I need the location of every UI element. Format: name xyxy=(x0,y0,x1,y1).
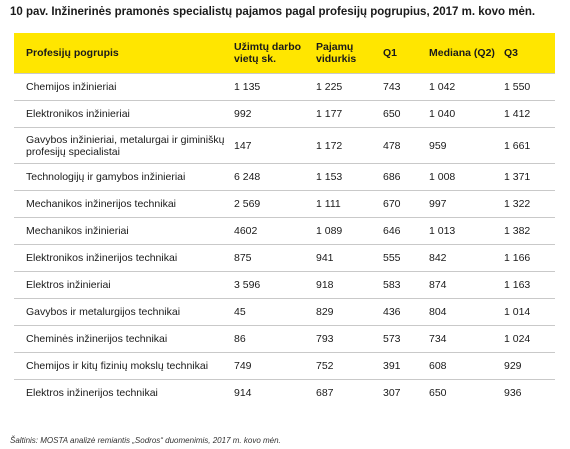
value-cell: 650 xyxy=(425,380,500,407)
value-cell: 436 xyxy=(379,299,425,326)
figure-title: 10 pav. Inžinerinės pramonės specialistų pajamos pagal profesijų pogrupius, 2017 m. kovo mėn. xyxy=(10,6,536,18)
value-cell: 992 xyxy=(230,101,312,128)
table-row xyxy=(14,245,555,272)
value-cell: 929 xyxy=(500,353,555,380)
value-cell: 555 xyxy=(379,245,425,272)
value-cell: 478 xyxy=(379,128,425,164)
value-cell: 45 xyxy=(230,299,312,326)
row-label-cell: Cheminės inžinerijos technikai xyxy=(14,326,230,353)
value-cell: 749 xyxy=(230,353,312,380)
value-cell: 646 xyxy=(379,218,425,245)
value-cell: 147 xyxy=(230,128,312,164)
value-cell: 2 569 xyxy=(230,191,312,218)
value-cell: 743 xyxy=(379,74,425,101)
source-note: Šaltinis: MOSTA analizė remiantis „Sodros“ duomenimis, 2017 m. kovo mėn. xyxy=(10,436,281,445)
table-row xyxy=(14,101,555,128)
column-header: Q3 xyxy=(500,33,555,74)
value-cell: 1 042 xyxy=(425,74,500,101)
value-cell: 1 550 xyxy=(500,74,555,101)
value-cell: 1 225 xyxy=(312,74,379,101)
value-cell: 1 412 xyxy=(500,101,555,128)
income-table-container xyxy=(14,33,555,407)
value-cell: 391 xyxy=(379,353,425,380)
row-label-cell: Chemijos ir kitų fizinių mokslų technikai xyxy=(14,353,230,380)
row-label-cell: Mechanikos inžinieriai xyxy=(14,218,230,245)
column-header: Q1 xyxy=(379,33,425,74)
table-header-row xyxy=(14,33,555,74)
table-row xyxy=(14,326,555,353)
value-cell: 686 xyxy=(379,164,425,191)
value-cell: 1 172 xyxy=(312,128,379,164)
value-cell: 874 xyxy=(425,272,500,299)
table-row xyxy=(14,191,555,218)
value-cell: 1 322 xyxy=(500,191,555,218)
value-cell: 687 xyxy=(312,380,379,407)
row-label-cell: Chemijos inžinieriai xyxy=(14,74,230,101)
value-cell: 670 xyxy=(379,191,425,218)
value-cell: 6 248 xyxy=(230,164,312,191)
value-cell: 1 089 xyxy=(312,218,379,245)
value-cell: 997 xyxy=(425,191,500,218)
value-cell: 650 xyxy=(379,101,425,128)
income-table xyxy=(14,33,555,407)
table-row xyxy=(14,128,555,164)
value-cell: 1 024 xyxy=(500,326,555,353)
value-cell: 86 xyxy=(230,326,312,353)
column-header: Mediana (Q2) xyxy=(425,33,500,74)
value-cell: 3 596 xyxy=(230,272,312,299)
value-cell: 734 xyxy=(425,326,500,353)
table-row xyxy=(14,74,555,101)
value-cell: 936 xyxy=(500,380,555,407)
value-cell: 1 371 xyxy=(500,164,555,191)
row-label-cell: Gavybos inžinieriai, metalurgai ir giminiškų profesijų specialistai xyxy=(14,128,230,164)
value-cell: 804 xyxy=(425,299,500,326)
value-cell: 918 xyxy=(312,272,379,299)
value-cell: 1 135 xyxy=(230,74,312,101)
value-cell: 1 166 xyxy=(500,245,555,272)
value-cell: 1 013 xyxy=(425,218,500,245)
value-cell: 1 661 xyxy=(500,128,555,164)
row-label-cell: Elektronikos inžinieriai xyxy=(14,101,230,128)
value-cell: 1 177 xyxy=(312,101,379,128)
row-label-cell: Technologijų ir gamybos inžinieriai xyxy=(14,164,230,191)
column-header: Pajamų vidurkis xyxy=(312,33,379,74)
value-cell: 4602 xyxy=(230,218,312,245)
column-header: Profesijų pogrupis xyxy=(14,33,230,74)
value-cell: 1 014 xyxy=(500,299,555,326)
value-cell: 829 xyxy=(312,299,379,326)
table-row xyxy=(14,299,555,326)
table-row xyxy=(14,353,555,380)
value-cell: 573 xyxy=(379,326,425,353)
table-row xyxy=(14,164,555,191)
table-row xyxy=(14,218,555,245)
row-label-cell: Mechanikos inžinerijos technikai xyxy=(14,191,230,218)
value-cell: 752 xyxy=(312,353,379,380)
table-row xyxy=(14,272,555,299)
value-cell: 959 xyxy=(425,128,500,164)
table-row xyxy=(14,380,555,407)
value-cell: 1 153 xyxy=(312,164,379,191)
value-cell: 914 xyxy=(230,380,312,407)
row-label-cell: Gavybos ir metalurgijos technikai xyxy=(14,299,230,326)
table-body xyxy=(14,74,555,407)
value-cell: 1 111 xyxy=(312,191,379,218)
row-label-cell: Elektros inžinieriai xyxy=(14,272,230,299)
row-label-cell: Elektros inžinerijos technikai xyxy=(14,380,230,407)
row-label-cell: Elektronikos inžinerijos technikai xyxy=(14,245,230,272)
value-cell: 1 040 xyxy=(425,101,500,128)
value-cell: 307 xyxy=(379,380,425,407)
value-cell: 1 382 xyxy=(500,218,555,245)
value-cell: 875 xyxy=(230,245,312,272)
value-cell: 608 xyxy=(425,353,500,380)
value-cell: 793 xyxy=(312,326,379,353)
column-header: Užimtų darbo vietų sk. xyxy=(230,33,312,74)
value-cell: 1 163 xyxy=(500,272,555,299)
value-cell: 941 xyxy=(312,245,379,272)
value-cell: 842 xyxy=(425,245,500,272)
value-cell: 583 xyxy=(379,272,425,299)
value-cell: 1 008 xyxy=(425,164,500,191)
